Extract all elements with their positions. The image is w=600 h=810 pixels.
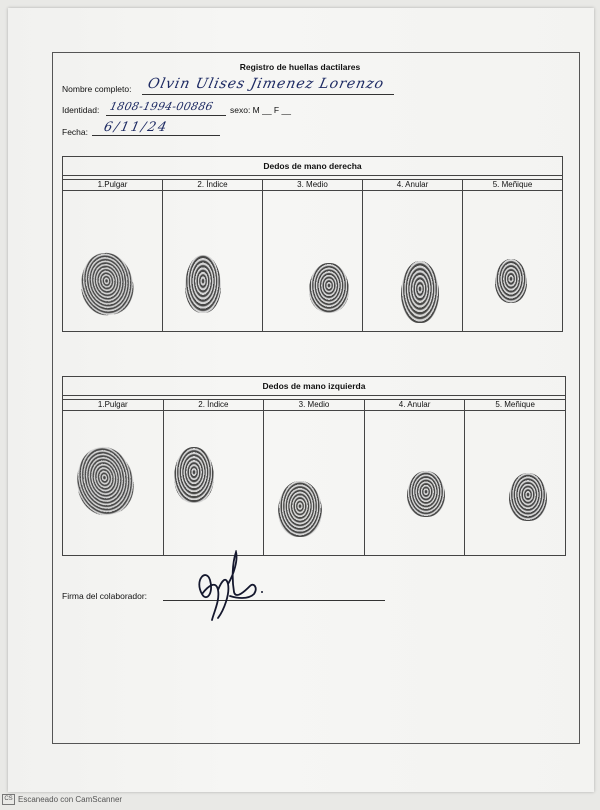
right-col-label: 5. Meñique [462,180,562,190]
date-underline [92,135,220,136]
right-col-label: 1.Pulgar [97,180,128,189]
right-hand-title: Dedos de mano derecha [63,157,562,176]
name-value: Olvin Ulises Jimenez Lorenzo [146,76,386,92]
fingerprint-image [309,263,349,313]
left-col-label: 1.Pulgar [97,400,128,409]
left-col-label: 4. Anular [364,400,465,410]
left-hand-title: Dedos de mano izquierda [63,377,565,396]
right-col-label: 2. Índice [162,180,262,190]
handwritten-signature [188,550,268,622]
fingerprint-image [185,255,221,313]
right-hand-cells [63,189,562,331]
left-hand-cells [63,409,565,555]
right-hand-table [62,156,563,332]
signature-label: Firma del colaborador: [62,591,148,601]
right-col-label: 3. Medio [262,180,362,190]
fingerprint-image [509,473,547,521]
date-value: 6/11/24 [102,120,170,135]
left-col-label: 3. Medio [263,400,364,410]
camscanner-icon: CS [2,794,15,805]
right-col-label: 4. Anular [362,180,462,190]
fingerprint-image [495,259,527,303]
id-underline [106,115,226,116]
left-col-label: 2. Índice [163,400,264,410]
fingerprint-image [174,447,214,503]
right-index-cell [162,189,262,331]
left-middle-cell [263,409,364,555]
watermark-text: Escaneado con CamScanner [18,795,123,804]
sex-label: sexo: M __ F __ [230,105,291,115]
id-label: Identidad: [62,105,100,115]
fingerprint-image [407,471,445,517]
fingerprint-image [77,250,137,319]
left-index-cell [163,409,264,555]
left-hand-table [62,376,566,556]
name-underline [142,94,394,95]
fingerprint-image [72,443,139,520]
right-ring-cell [362,189,462,331]
right-thumb-cell [63,189,162,331]
id-value: 1808-1994-00886 [108,100,215,113]
name-label: Nombre completo: [62,84,132,94]
date-label: Fecha: [62,127,88,137]
fingerprint-image [278,481,322,537]
left-col-label: 5. Meñique [464,400,565,410]
right-middle-cell [262,189,362,331]
right-little-cell [462,189,562,331]
form-title: Registro de huellas dactilares [239,62,361,72]
scanner-watermark [2,794,122,805]
left-little-cell [464,409,565,555]
left-thumb-cell [63,409,163,555]
left-ring-cell [364,409,465,555]
fingerprint-image [401,261,439,323]
